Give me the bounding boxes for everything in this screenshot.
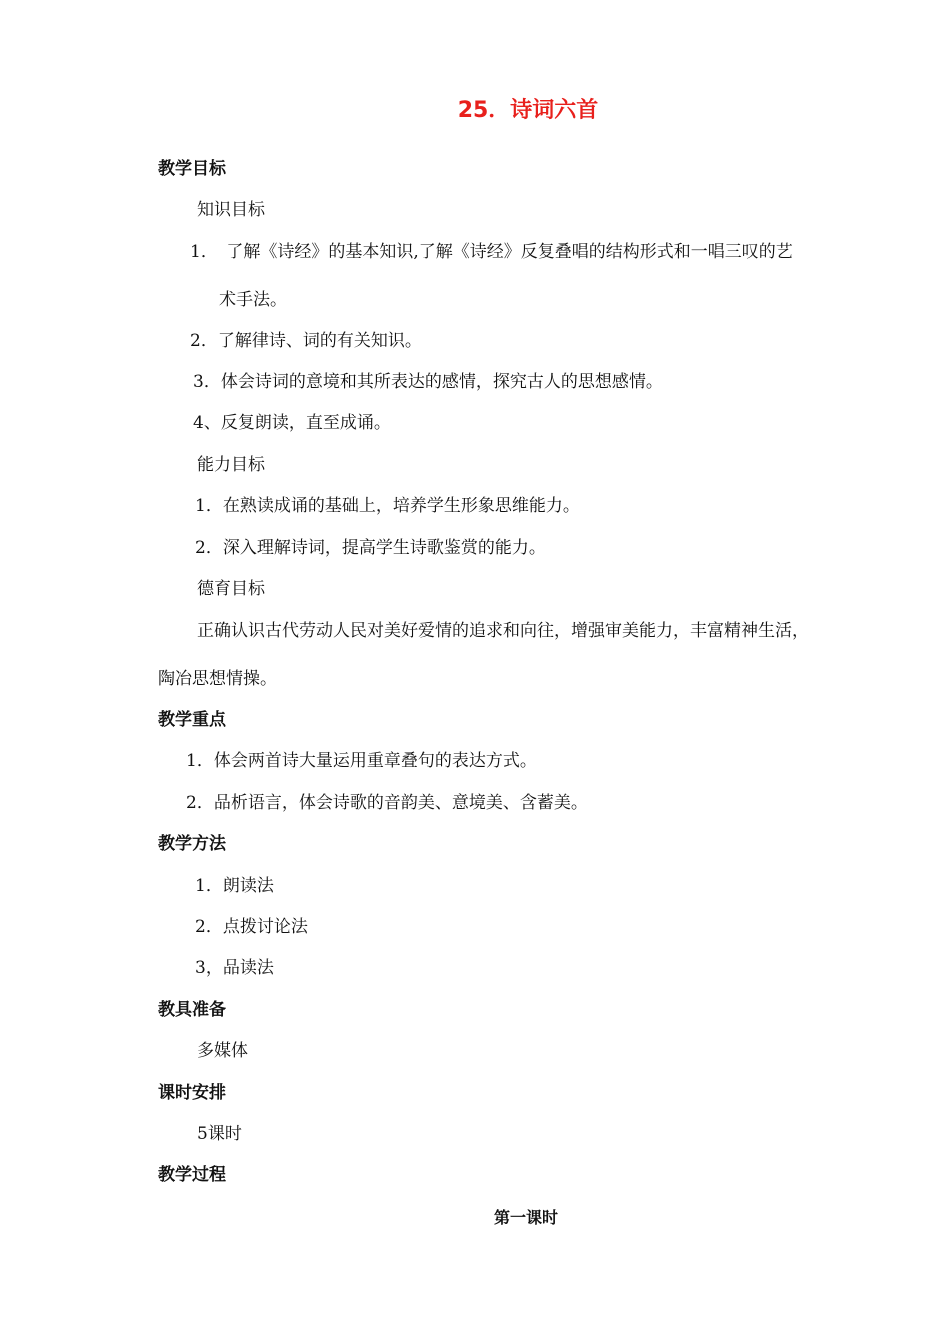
ability-item: 2．深入理解诗词，提高学生诗歌鉴赏的能力。 [195, 538, 546, 558]
knowledge-item: 2．了解律诗、词的有关知识。 [190, 331, 422, 351]
knowledge-item: 1． 了解《诗经》的基本知识,了解《诗经》反复叠唱的结构形式和一唱三叹的艺 [190, 242, 793, 262]
moral-text: 正确认识古代劳动人民对美好爱情的追求和向往，增强审美能力，丰富精神生活， [197, 621, 809, 641]
tools-heading: 教具准备 [158, 1000, 226, 1020]
process-heading: 教学过程 [158, 1165, 226, 1185]
method-item: 2．点拨讨论法 [195, 917, 308, 937]
ability-heading: 能力目标 [197, 455, 265, 475]
method-item: 1．朗读法 [195, 876, 274, 896]
key-point-item: 2．品析语言，体会诗歌的音韵美、意境美、含蓄美。 [186, 793, 588, 813]
ability-item: 1．在熟读成诵的基础上，培养学生形象思维能力。 [195, 496, 580, 516]
key-point-item: 1．体会两首诗大量运用重章叠句的表达方式。 [186, 751, 537, 771]
schedule-text: 5课时 [197, 1124, 242, 1144]
knowledge-item: 4、反复朗读，直至成诵。 [193, 413, 391, 433]
moral-text-continued: 陶冶思想情操。 [158, 669, 277, 689]
knowledge-item-continued: 术手法。 [219, 290, 287, 310]
schedule-heading: 课时安排 [158, 1083, 226, 1103]
tools-text: 多媒体 [197, 1041, 248, 1061]
method-item: 3，品读法 [195, 958, 274, 978]
knowledge-heading: 知识目标 [197, 200, 265, 220]
objectives-heading: 教学目标 [158, 159, 226, 179]
lesson-title: 第一课时 [493, 1208, 558, 1227]
moral-heading: 德育目标 [197, 579, 265, 599]
document-title: 25．诗词六首 [457, 98, 599, 123]
methods-heading: 教学方法 [158, 834, 226, 854]
knowledge-item: 3．体会诗词的意境和其所表达的感情，探究古人的思想感情。 [193, 372, 663, 392]
key-points-heading: 教学重点 [158, 710, 226, 730]
